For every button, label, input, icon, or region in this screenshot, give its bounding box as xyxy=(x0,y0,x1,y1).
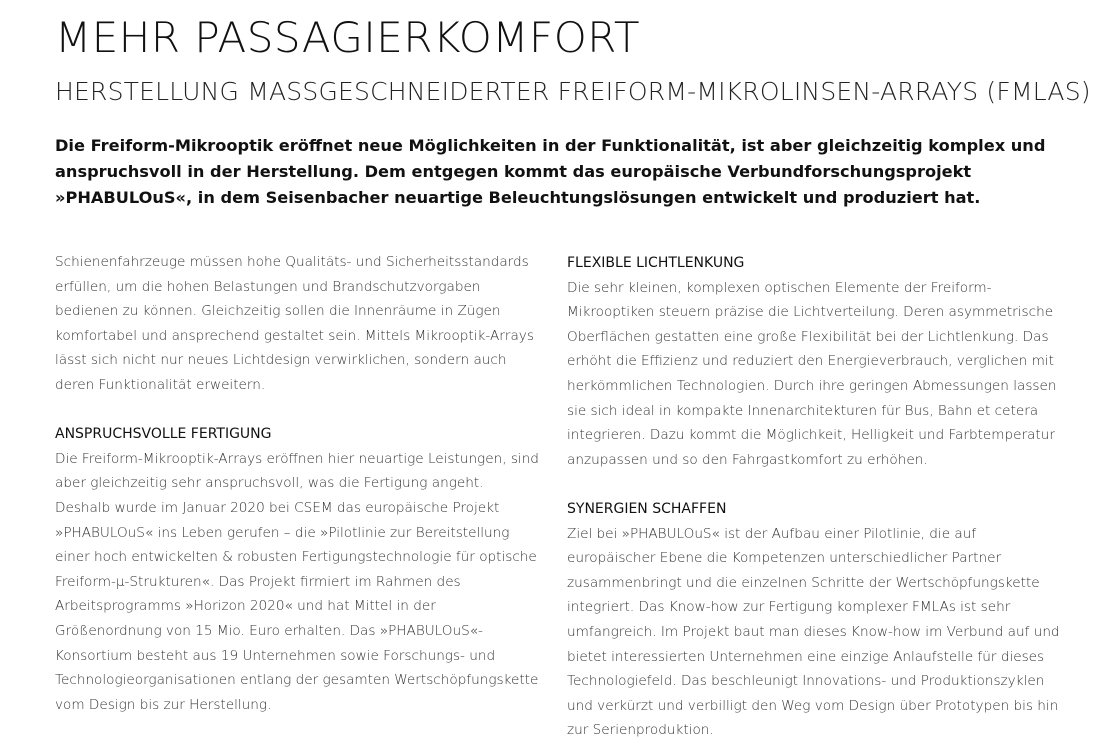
section-text-lichtlenkung: Die sehr kleinen, komplexen optischen Elemente der Freiform-Mikrooptiken steuern präzise die Lichtverteilung. Deren asymmetrische Oberflächen gestatten eine große Flexibilität bei der Lichtlenkung. Das erhöht die Effizienz und reduziert den Energieverbrauch, verglichen mit herkömmlichen Technologien. Durch ihre geringen Abmessungen lassen sie sich ideal in kompakte Innenarchitekturen für Bus, Bahn et cetera integrieren. Dazu kommt die Möglichkeit, Helligkeit und Farbtemperatur anzupassen und so den Fahrgastkomfort zu erhöhen. xyxy=(567,279,1057,468)
paragraph-spacer xyxy=(55,398,540,423)
lead-paragraph: Die Freiform-Mikrooptik eröffnet neue Möglichkeiten in der Funktionalität, ist aber gleichzeitig komplex und anspruchsvoll in der Herstellung. Dem entgegen kommt das europäische Verbundforschungsprojekt »PHABULOuS«, in dem Seisenbacher neuartige Beleuchtungslösungen entwickelt und produziert hat. xyxy=(55,136,1046,207)
section-text-synergien: Ziel bei »PHABULOuS« ist der Aufbau einer Pilotlinie, die auf europäischer Ebene die Kompetenzen unterschiedlicher Partner zusammenbringt und die einzelnen Schritte der Wertschöpfungskette integriert. Das Know-how zur Fertigung komplexer FMLAs ist sehr umfangreich. Im Projekt baut man dieses Know-how im Verbund auf und bietet interessierten Unternehmen eine einzige Anlaufstelle für dieses Technologiefeld. Das beschleunigt Innovations- und Produktionszyklen und verkürzt und verbilligt den Weg vom Design über Prototypen bis hin zur Serienproduktion. xyxy=(567,525,1060,739)
page-title: MEHR PASSAGIERKOMFORT xyxy=(55,13,641,62)
section-heading-lichtlenkung: FLEXIBLE LICHTLENKUNG xyxy=(567,255,745,271)
page-subtitle: HERSTELLUNG MASSGESCHNEIDERTER FREIFORM-MIKROLINSEN-ARRAYS (FMLAS) xyxy=(55,77,1091,106)
section-heading-synergien: SYNERGIEN SCHAFFEN xyxy=(567,500,727,517)
paragraph-spacer xyxy=(567,472,1062,497)
right-column xyxy=(567,250,1062,743)
section-text-fertigung: Die Freiform-Mikrooptik-Arrays eröffnen hier neuartige Leistungen, sind aber gleichzeitig sehr anspruchsvoll, was die Fertigung angeht. Deshalb wurde im Januar 2020 bei CSEM das europäische Projekt »PHABULOuS« ins Leben gerufen – die »Pilotlinie zur Bereitstellung einer hoch entwickelten & robusten Fertigungstechnologie für optische Freiform-μ-Strukturen«. Das Projekt firmiert im Rahmen des Arbeitsprogramms »Horizon 2020« und hat Mittel in der Größenordnung von 15 Mio. Euro erhalten. Das »PHABULOuS«-Konsortium besteht aus 19 Unternehmen sowie Forschungs- und Technologieorganisationen entlang der gesamten Wertschöpfungskette vom Design bis zur Herstellung. xyxy=(55,450,539,713)
intro-paragraph: Schienenfahrzeuge müssen hohe Qualitäts- und Sicherheitsstandards erfüllen, um die hohen Belastungen und Brandschutzvorgaben bedienen zu können. Gleichzeitig sollen die Innenräume in Zügen komfortabel und ansprechend gestaltet sein. Mittels Mikrooptik-Arrays lässt sich nicht nur neues Lichtdesign verwirklichen, sondern auch deren Funktionalität erweitern. xyxy=(55,254,534,393)
left-column xyxy=(55,250,540,717)
section-heading-fertigung: ANSPRUCHSVOLLE FERTIGUNG xyxy=(55,426,272,443)
